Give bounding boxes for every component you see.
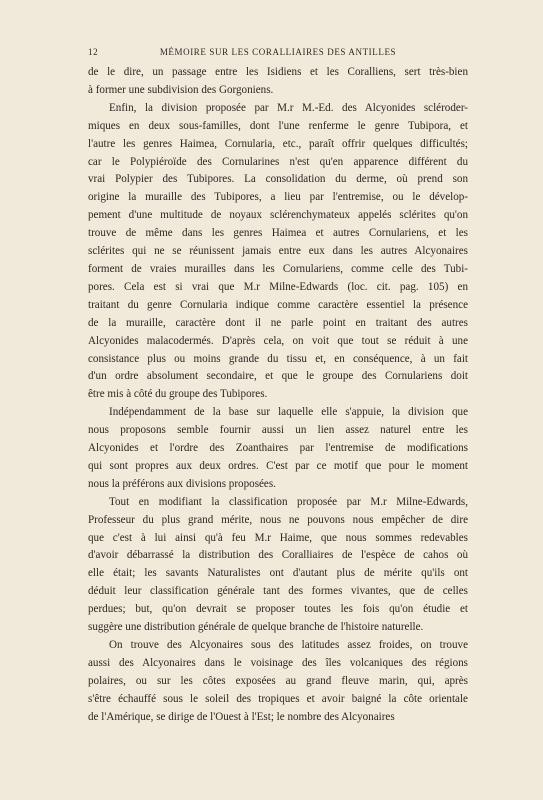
text-line: d'un ordre absolument secondaire, et que le groupe des Cornulariens doit [88, 370, 468, 383]
text-line: origine la muraille des Tubipores, a lieu par l'entremise, ou le dévelop- [88, 191, 468, 204]
running-title: MÉMOIRE SUR LES CORALLIAIRES DES ANTILLES [159, 47, 397, 57]
text-line: sclérites qui ne se réunissent jamais entre eux dans les autres Alcyonaires [88, 245, 468, 258]
text-line: aussi des Alcyonaires dans le voisinage des îles volcaniques des régions [88, 656, 468, 669]
text-line: On trouve des Alcyonaires sous des latitudes assez froides, on trouve [109, 639, 468, 651]
text-line: Enfin, la division proposée par M.r M.-Ed. des Alcyonides scléroder- [109, 101, 468, 114]
text-line: trouve de même dans les genres Haimea et autres Cornulariens, et les [88, 227, 468, 240]
text-line: consistance plus ou moins grande du tissu et, en conséquence, à un fait [88, 352, 468, 365]
text-line: de le dire, un passage entre les Isidiens et les Coralliens, sert très-bien [88, 66, 468, 78]
page-number: 12 [88, 47, 99, 57]
text-line: à former une subdivision des Gorgoniens. [88, 83, 274, 96]
text-line: nous proposons semble fournir aussi un lien assez naturel entre les [88, 424, 468, 437]
text-line: elle était; les savants Naturalistes ont d'autant plus de mérite qu'ils ont [88, 567, 468, 580]
paragraph [88, 404, 468, 494]
page-header [88, 47, 468, 59]
text-line: Alcyonides et l'ordre des Zoanthaires par l'entremise de modifications [88, 442, 468, 455]
text-line: déduit leur classification générale tant des formes vivantes, que de celles [88, 585, 468, 598]
text-line: traitant du genre Cornularia indique comme caractère essentiel la présence [88, 298, 468, 311]
text-line: car le Polypiéroïde des Cornularines n'est qu'en apparence différent du [88, 155, 468, 168]
text-line: Alcyonides malacodermés. D'après cela, on voit que tout se réduit à une [88, 334, 468, 347]
text-line: pores. Cela est si vrai que M.r Milne-Edwards (loc. cit. pag. 105) en [88, 280, 468, 293]
text-line: Tout en modifiant la classification proposée par M.r Milne-Edwards, [109, 495, 468, 508]
paragraph [88, 100, 468, 404]
text-line: polaires, ou sur les côtes exposées au grand fleuve marin, qui, après [88, 674, 468, 687]
paragraph [88, 637, 468, 727]
text-line: vrai Polypier des Tubipores. La consolidation du derme, où prend son [88, 173, 468, 186]
paragraph [88, 494, 468, 637]
text-line: l'autre les genres Haimea, Cornularia, etc., paraît offrir quelques difficultés; [88, 137, 468, 150]
text-line: qui sont propres aux deux ordres. C'est par ce motif que pour le moment [88, 459, 468, 472]
text-line: miques en deux sous-familles, dont l'une renferme le genre Tubipora, et [88, 119, 468, 132]
text-line: Indépendamment de la base sur laquelle elle s'appuie, la division que [109, 406, 468, 419]
text-line: suggère une distribution générale de quelque branche de l'histoire naturelle. [88, 621, 424, 634]
paragraph [88, 64, 468, 100]
text-line: nous la préférons aux divisions proposées. [88, 477, 276, 490]
text-line: perdues; but, qu'on devrait se proposer toutes les fois qu'on étudie et [88, 603, 468, 616]
text-line: forment de vraies murailles dans les Cornulariens, comme celle des Tubi- [88, 262, 468, 275]
text-line: Professeur du plus grand mérite, nous ne pouvons nous empêcher de dire [88, 513, 468, 526]
text-line: pement d'une multitude de noyaux sclérenchymateux appelés sclérites qu'on [88, 209, 468, 222]
text-line: que c'est à lui ainsi qu'à feu M.r Haime, que nous sommes redevables [88, 531, 468, 544]
text-line: s'être échauffé sous le soleil des tropiques et avoir baigné la côte orientale [88, 692, 468, 705]
text-line: de l'Amérique, se dirige de l'Ouest à l'Est; le nombre des Alcyonaires [88, 710, 395, 723]
text-line: être mis à côté du groupe des Tubipores. [88, 388, 268, 401]
body-text [88, 64, 468, 727]
text-line: d'avoir débarrassé la distribution des Coralliaires de l'espèce de cahos où [88, 549, 468, 562]
text-line: de la muraille, caractère dont il ne parle point en traitant des autres [88, 316, 468, 329]
